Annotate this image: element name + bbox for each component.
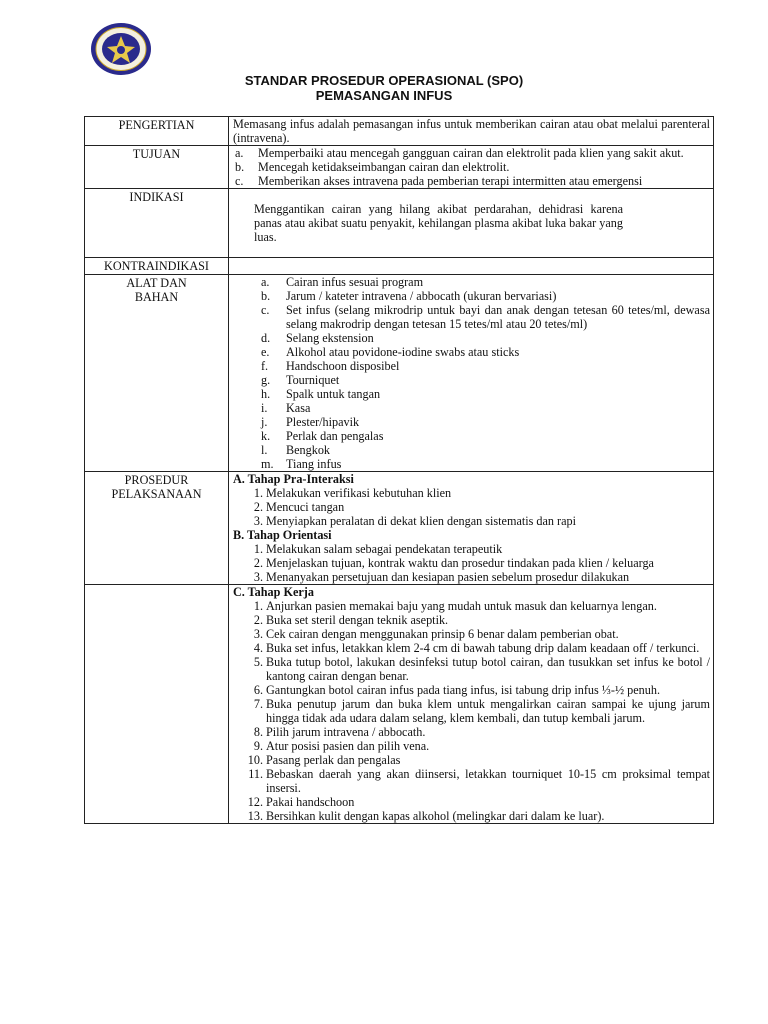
label-prosedur: [85, 472, 229, 585]
pengertian-text: Memasang infus adalah pemasangan infus untuk memberikan cairan atau obat melalui parenteral (intravena).: [229, 117, 714, 146]
row-kontraindikasi: [85, 258, 714, 275]
indikasi-text: Menggantikan cairan yang hilang akibat perdarahan, dehidrasi karena panas atau akibat suatu penyakit, kehilangan plasma akibat luka bakar yang luas.: [229, 189, 714, 258]
list-item: i. Kasa: [261, 401, 311, 415]
list-item: 10. Pasang perlak dan pengalas: [247, 753, 401, 767]
label-tujuan: TUJUAN: [85, 146, 229, 189]
orientasi-list: [233, 542, 710, 584]
list-item: l. Bengkok: [261, 443, 331, 457]
list-item: 2. Mencuci tangan: [253, 500, 345, 514]
list-item: h. Spalk untuk tangan: [261, 387, 381, 401]
list-item: 3. Menyiapkan peralatan di dekat klien dengan sistematis dan rapi: [253, 514, 577, 528]
list-item: 13. Bersihkan kulit dengan kapas alkohol (melingkar dari dalam ke luar).: [247, 809, 605, 823]
list-item: e. Alkohol atau povidone-iodine swabs atau sticks: [261, 345, 520, 359]
label-pengertian: PENGERTIAN: [85, 117, 229, 146]
list-item: k. Perlak dan pengalas: [261, 429, 384, 443]
label-line: ALAT DAN: [126, 276, 187, 290]
section-heading-pra-interaksi: A. Tahap Pra-Interaksi: [233, 472, 354, 486]
list-item: c. Set infus (selang mikrodrip untuk bayi dan anak dengan tetesan 60 tetes/ml, dewasa selang makrodrip dengan tetesan 15 tetes/ml atau 20 tetes/ml): [261, 303, 710, 331]
label-line: PELAKSANAAN: [111, 487, 202, 501]
list-item: b. Mencegah ketidakseimbangan cairan dan elektrolit.: [235, 160, 510, 174]
tahap-kerja-list: [233, 599, 710, 823]
list-item: 4. Buka set infus, letakkan klem 2-4 cm di bawah tabung drip dalam keadaan off / terkunci.: [253, 641, 700, 655]
section-heading-orientasi: B. Tahap Orientasi: [233, 528, 332, 542]
list-item: 3. Menanyakan persetujuan dan kesiapan pasien sebelum prosedur dilakukan: [253, 570, 630, 584]
document-subtitle: PEMASANGAN INFUS: [315, 88, 453, 103]
document-title: STANDAR PROSEDUR OPERASIONAL (SPO): [244, 73, 524, 88]
list-item: g. Tourniquet: [261, 373, 340, 387]
list-item: 6. Gantungkan botol cairan infus pada tiang infus, isi tabung drip infus ⅓-½ penuh.: [253, 683, 660, 697]
list-item: 11. Bebaskan daerah yang akan diinsersi, letakkan tourniquet 10-15 cm proksimal tempat insersi.: [248, 767, 710, 795]
label-empty: [85, 585, 229, 824]
list-item: c. Memberikan akses intravena pada pemberian terapi intermitten atau emergensi: [235, 174, 643, 188]
list-item: 3. Cek cairan dengan menggunakan prinsip 6 benar dalam pemberian obat.: [253, 627, 619, 641]
row-pengertian: [85, 117, 714, 146]
kontraindikasi-content: [229, 258, 714, 275]
list-item: 9. Atur posisi pasien dan pilih vena.: [253, 739, 430, 753]
pra-interaksi-list: [233, 486, 710, 528]
list-item: 7. Buka penutup jarum dan buka klem untuk mengalirkan cairan sampai ke ujung jarum hingga tidak ada udara dalam selang, klem kembali, dan tutup kembali jarum.: [253, 697, 710, 725]
list-item: 1. Melakukan verifikasi kebutuhan klien: [253, 486, 452, 500]
label-line: PROSEDUR: [124, 473, 189, 487]
label-line: BAHAN: [134, 290, 179, 304]
list-item: 2. Menjelaskan tujuan, kontrak waktu dan prosedur tindakan pada klien / keluarga: [253, 556, 654, 570]
list-item: 1. Melakukan salam sebagai pendekatan terapeutik: [253, 542, 503, 556]
prosedur-content: [229, 472, 714, 585]
list-item: m. Tiang infus: [261, 457, 342, 471]
list-item: 8. Pilih jarum intravena / abbocath.: [253, 725, 426, 739]
list-item: 1. Anjurkan pasien memakai baju yang mudah untuk masuk dan keluarnya lengan.: [253, 599, 657, 613]
tahap-kerja-content: [229, 585, 714, 824]
row-prosedur: [85, 472, 714, 585]
list-item: f. Handschoon disposibel: [261, 359, 400, 373]
spo-table: [84, 116, 714, 824]
label-indikasi: INDIKASI: [85, 189, 229, 258]
row-tujuan: [85, 146, 714, 189]
row-indikasi: [85, 189, 714, 258]
list-item: 5. Buka tutup botol, lakukan desinfeksi tutup botol cairan, dan tusukkan set infus ke botol / kantong cairan dengan benar.: [253, 655, 710, 683]
label-alat-bahan: [85, 275, 229, 472]
list-item: a. Cairan infus sesuai program: [261, 275, 424, 289]
list-item: j. Plester/hipavik: [261, 415, 360, 429]
university-seal-icon: [90, 22, 152, 76]
tujuan-content: [229, 146, 714, 189]
row-alat-bahan: [85, 275, 714, 472]
alat-content: [229, 275, 714, 472]
section-heading-tahap-kerja: C. Tahap Kerja: [233, 585, 314, 599]
tujuan-list: [233, 146, 710, 188]
label-kontraindikasi: KONTRAINDIKASI: [85, 258, 229, 275]
list-item: 2. Buka set steril dengan teknik aseptik.: [253, 613, 449, 627]
list-item: d. Selang ekstension: [261, 331, 374, 345]
list-item: a. Memperbaiki atau mencegah gangguan cairan dan elektrolit pada klien yang sakit akut.: [235, 146, 684, 160]
alat-list: [261, 275, 710, 471]
list-item: 12. Pakai handschoon: [247, 795, 355, 809]
list-item: b. Jarum / kateter intravena / abbocath (ukuran bervariasi): [261, 289, 557, 303]
row-tahap-kerja: [85, 585, 714, 824]
